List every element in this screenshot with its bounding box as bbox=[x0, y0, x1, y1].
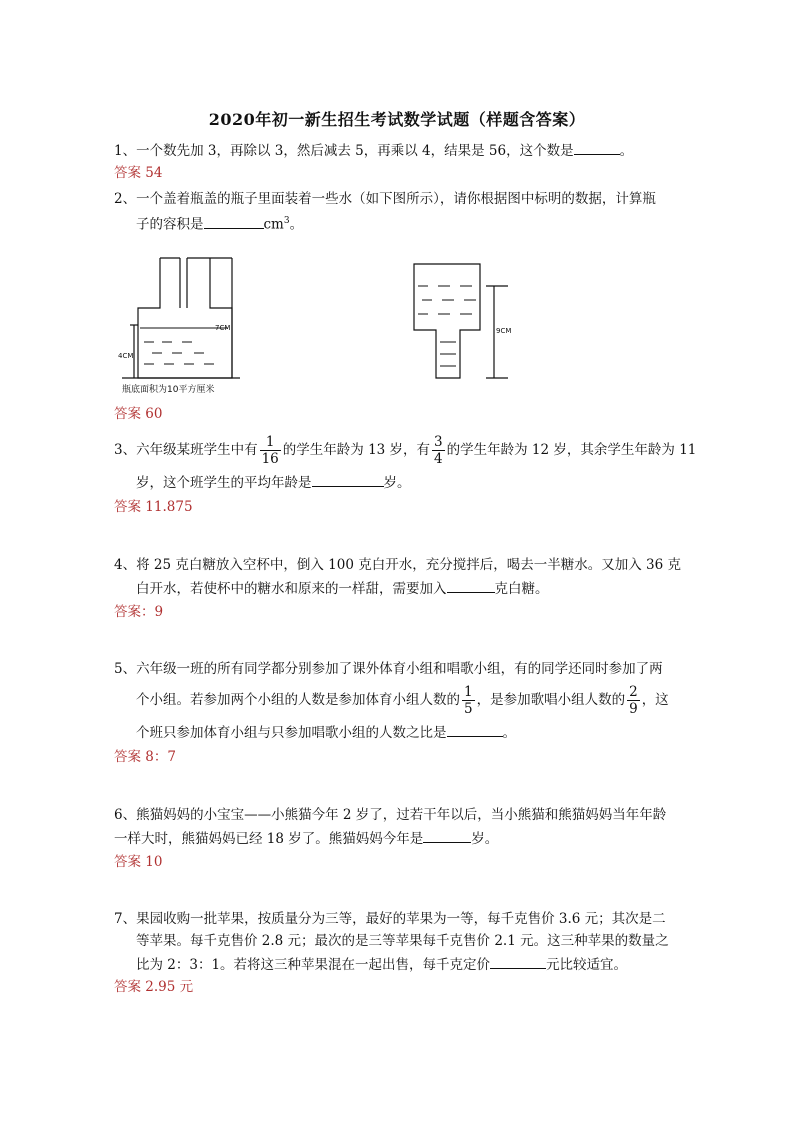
answer-blank bbox=[490, 954, 546, 969]
fraction: $\frac{3}{4}$ bbox=[434, 434, 443, 467]
question-2-tail: 。 bbox=[289, 216, 304, 233]
question-3-tail: 岁。 bbox=[383, 475, 411, 491]
question-1 bbox=[114, 140, 633, 160]
question-5-line-1: 5、六年级一班的所有同学都分别参加了课外体育小组和唱歌小组，有的同学还同时参加了两 bbox=[114, 661, 663, 677]
question-5-tail: 。 bbox=[502, 725, 516, 741]
water-lines bbox=[418, 286, 476, 366]
question-5-text: ，这 bbox=[641, 692, 669, 708]
question-7-line-1: 7、果园收购一批苹果，按质量分为三等，最好的苹果为一等，每千克售价 3.6 元；其次是二 bbox=[114, 911, 666, 927]
answer-blank bbox=[447, 578, 495, 593]
question-1-text: 1、一个数先加 3，再除以 3，然后减去 5，再乘以 4，结果是 56，这个数是 bbox=[114, 143, 574, 159]
question-1-tail: 。 bbox=[619, 143, 634, 159]
question-6-line-2 bbox=[114, 828, 498, 848]
answer-blank bbox=[423, 828, 471, 843]
water-lines bbox=[140, 328, 228, 364]
label-4cm: 4CM bbox=[118, 352, 134, 360]
page-title: 2020年初一新生招生考试数学试题（样题含答案） bbox=[208, 110, 586, 129]
question-3-line-2 bbox=[136, 472, 411, 492]
question-3-text: 的学生年龄为 13 岁，有 bbox=[282, 442, 431, 458]
question-6-tail: 岁。 bbox=[471, 831, 499, 847]
question-2-text: 子的容积是 bbox=[136, 216, 204, 233]
answer-7: 答案 2.95 元 bbox=[114, 979, 194, 995]
question-2-line-2 bbox=[136, 212, 303, 234]
question-2-line-1: 2、一个盖着瓶盖的瓶子里面装着一些水（如下图所示），请你根据图中标明的数据，计算瓶 bbox=[114, 191, 656, 207]
answer-4: 答案：9 bbox=[114, 604, 164, 620]
question-3-text: 的学生年龄为 12 岁，其余学生年龄为 11 bbox=[446, 442, 697, 458]
question-7-line-3 bbox=[136, 954, 627, 974]
question-4-line-1: 4、将 25 克白糖放入空杯中，倒入 100 克白开水，充分搅拌后，喝去一半糖水。又加入 36 克 bbox=[114, 557, 681, 573]
question-3-text: 3、六年级某班学生中有 bbox=[114, 442, 258, 458]
bottle-inverted-figure bbox=[408, 258, 518, 383]
question-6-text: 一样大时，熊猫妈妈已经 18 岁了。熊猫妈妈今年是 bbox=[114, 831, 424, 847]
question-4-line-2 bbox=[136, 578, 549, 598]
question-4-text: 白开水，若使杯中的糖水和原来的一样甜，需要加入 bbox=[136, 581, 447, 597]
answer-blank bbox=[574, 140, 620, 155]
answer-1: 答案 54 bbox=[114, 165, 163, 181]
fraction: $\frac{1}{5}$ bbox=[464, 684, 473, 717]
question-5-line-3 bbox=[136, 722, 516, 742]
fraction: $\frac{1}{16}$ bbox=[261, 434, 279, 467]
answer-2: 答案 60 bbox=[114, 406, 163, 422]
question-3-text: 岁，这个班学生的平均年龄是 bbox=[136, 475, 312, 491]
question-5-text: 个班只参加体育小组与只参加唱歌小组的人数之比是 bbox=[136, 725, 447, 741]
figure-caption: 瓶底面积为10平方厘米 bbox=[122, 385, 215, 395]
bottle-outline bbox=[414, 264, 480, 378]
fraction: $\frac{2}{9}$ bbox=[629, 684, 638, 717]
answer-blank bbox=[204, 214, 264, 229]
answer-blank bbox=[312, 472, 384, 487]
answer-5: 答案 8：7 bbox=[114, 749, 176, 765]
question-5-text: ，是参加歌唱小组人数的 bbox=[476, 692, 626, 708]
question-7-text: 比为 2：3：1。若将这三种苹果混在一起出售，每千克定价 bbox=[136, 957, 491, 973]
question-4-tail: 克白糖。 bbox=[494, 581, 549, 597]
unit-exponent: 3 bbox=[283, 216, 290, 226]
question-3-line-1 bbox=[114, 432, 696, 468]
answer-3: 答案 11.875 bbox=[114, 499, 193, 515]
label-9cm: 9CM bbox=[496, 327, 512, 335]
question-5-text: 个小组。若参加两个小组的人数是参加体育小组人数的 bbox=[136, 692, 460, 708]
answer-6: 答案 10 bbox=[114, 854, 163, 870]
label-7cm: 7CM bbox=[215, 324, 231, 332]
unit: cm bbox=[263, 216, 284, 233]
question-7-line-2: 等苹果。每千克售价 2.8 元；最次的是三等苹果每千克售价 2.1 元。这三种苹果的数量之 bbox=[136, 933, 669, 949]
bottle-upright-figure bbox=[112, 250, 242, 400]
answer-blank bbox=[447, 722, 503, 737]
question-6-line-1: 6、熊猫妈妈的小宝宝——小熊猫今年 2 岁了，过若干年以后，当小熊猫和熊猫妈妈当年年龄 bbox=[114, 807, 667, 823]
question-7-tail: 元比较适宜。 bbox=[546, 957, 628, 973]
question-5-line-2 bbox=[136, 682, 669, 718]
bottle-outline bbox=[138, 258, 232, 378]
